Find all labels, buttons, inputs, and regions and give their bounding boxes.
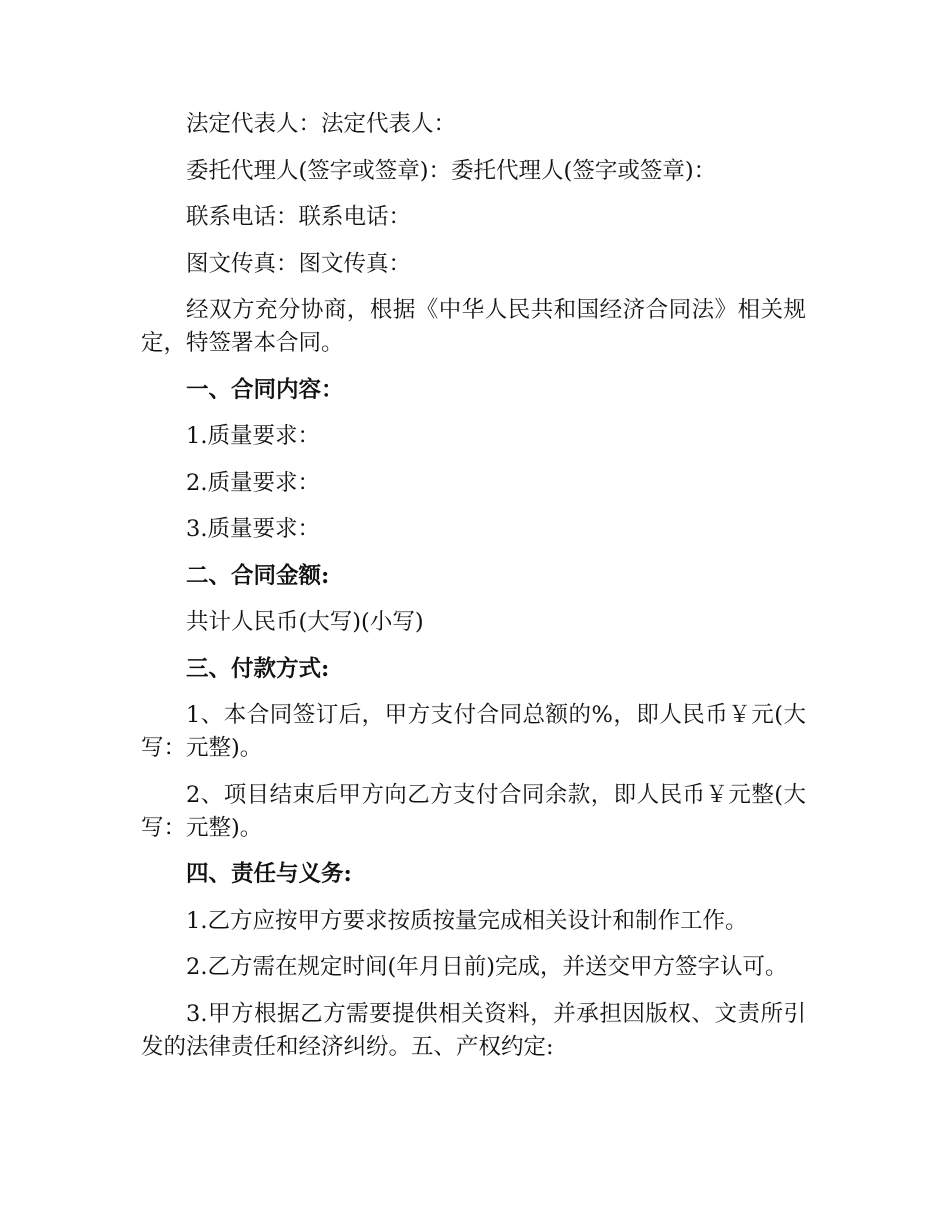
list-item-responsibility-2: 2.乙方需在规定时间(年月日前)完成，并送交甲方签字认可。 <box>186 954 788 980</box>
paragraph-preamble: 经双方充分协商，根据《中华人民共和国经济合同法》相关规定，特签署本合同。 <box>141 297 806 356</box>
section-heading-contract-amount: 二、合同金额: <box>186 562 330 589</box>
section-heading-responsibilities: 四、责任与义务: <box>186 861 352 887</box>
list-item-responsibility-1: 1.乙方应按甲方要求按质按量完成相关设计和制作工作。 <box>186 907 748 934</box>
paragraph-legal-representative: 法定代表人：法定代表人： <box>186 111 457 137</box>
paragraph-authorized-agent: 委托代理人(签字或签章)：委托代理人(签字或签章)： <box>186 157 717 184</box>
list-item-responsibility-3: 3.甲方根据乙方需要提供相关资料，并承担因版权、文责所引发的法律责任和经济纠纷。五、产权约定: <box>141 1000 806 1060</box>
paragraph-fax: 图文传真：图文传真： <box>186 250 412 277</box>
contract-body <box>141 108 806 1077</box>
list-item-quality-1: 1.质量要求： <box>186 423 320 449</box>
list-item-payment-1: 1、本合同签订后，甲方支付合同总额的%，即人民币￥元(大写：元整)。 <box>141 702 806 761</box>
section-heading-payment-method: 三、付款方式: <box>186 655 330 682</box>
list-item-payment-2: 2、项目结束后甲方向乙方支付合同余款，即人民币￥元整(大写：元整)。 <box>141 781 806 841</box>
paragraph-total-amount: 共计人民币(大写)(小写) <box>186 609 424 635</box>
paragraph-phone: 联系电话：联系电话： <box>186 204 412 230</box>
list-item-quality-3: 3.质量要求： <box>186 516 320 542</box>
list-item-quality-2: 2.质量要求： <box>186 469 320 496</box>
section-heading-contract-content: 一、合同内容： <box>186 376 344 403</box>
